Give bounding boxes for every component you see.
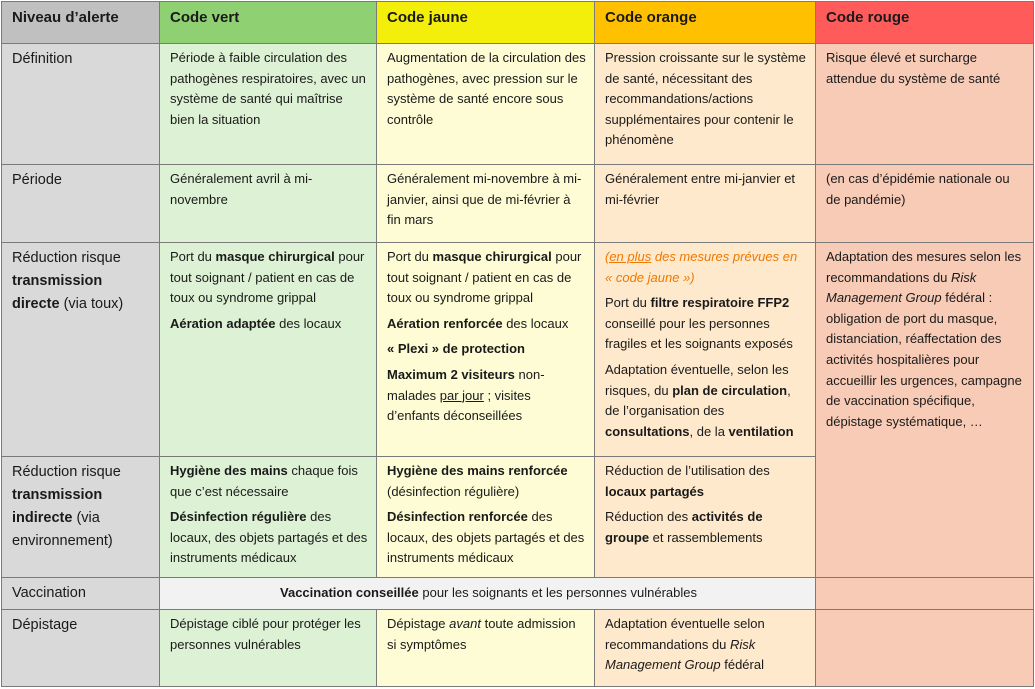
row-depistage [2,610,1034,687]
directe-jaune-aeration: Aération renforcée des locaux [387,315,569,331]
directe-orange-note: (en plus des mesures prévues en « code jaune ») [605,249,798,285]
directe-jaune-masque: Port du masque chirurgical pour tout soignant / patient en cas de toux ou syndrome grippal [387,249,582,306]
header-code-vert: Code vert [160,2,377,44]
row-label-vaccination: Vaccination [2,578,160,610]
vaccination-rouge [816,578,1034,610]
depistage-vert: Dépistage ciblé pour protéger les personnes vulnérables [160,610,377,687]
row-label-transmission-directe: Réduction risque transmission directe (via toux) [2,243,160,457]
row-label-periode: Période [2,165,160,243]
header-code-rouge: Code rouge [816,2,1034,44]
periode-rouge: (en cas d’épidémie nationale ou de pandémie) [816,165,1034,243]
row-label-depistage: Dépistage [2,610,160,687]
header-alert-level: Niveau d’alerte [2,2,160,44]
periode-orange: Généralement entre mi-janvier et mi-février [595,165,816,243]
indirecte-vert [160,457,377,578]
periode-vert: Généralement avril à mi-novembre [160,165,377,243]
directe-jaune [377,243,595,457]
indirecte-vert-hygiene: Hygiène des mains chaque fois que c’est nécessaire [170,463,358,499]
row-definition [2,44,1034,165]
depistage-rouge [816,610,1034,687]
header-row [2,2,1034,44]
row-label-definition: Définition [2,44,160,165]
row-label-transmission-indirecte: Réduction risque transmission indirecte (via environnement) [2,457,160,578]
directe-vert-masque: Port du masque chirurgical pour tout soignant / patient en cas de toux ou syndrome grippal [170,249,365,306]
definition-rouge: Risque élevé et surcharge attendue du système de santé [816,44,1034,165]
header-code-orange: Code orange [595,2,816,44]
indirecte-jaune-hygiene: Hygiène des mains renforcée (désinfection régulière) [387,463,568,499]
directe-vert [160,243,377,457]
directe-indirecte-rouge: Adaptation des mesures selon les recommandations du Risk Management Group fédéral : obligation de port du masque, distanciation, réaffectation des activités hospitalières pour accueillir les urgences, campagne de vaccination spécifique, dépistage systématique, … [816,243,1034,578]
definition-orange: Pression croissante sur le système de santé, nécessitant des recommandations/actions supplémentaires pour contenir le phénomène [595,44,816,165]
definition-vert: Période à faible circulation des pathogènes respiratoires, avec un système de santé qui maîtrise bien la situation [160,44,377,165]
directe-jaune-plexi: « Plexi » de protection [387,341,525,357]
indirecte-jaune [377,457,595,578]
indirecte-vert-desinfection: Désinfection régulière des locaux, des objets partagés et des instruments médicaux [170,509,368,566]
periode-jaune: Généralement mi-novembre à mi-janvier, ainsi que de mi-février à fin mars [377,165,595,243]
row-vaccination [2,578,1034,610]
indirecte-orange [595,457,816,578]
row-periode [2,165,1034,243]
definition-jaune: Augmentation de la circulation des pathogènes, avec pression sur le système de santé encore sous contrôle [377,44,595,165]
directe-vert-aeration: Aération adaptée des locaux [170,315,342,331]
directe-jaune-visiteurs: Maximum 2 visiteurs non-malades par jour ; visites d’enfants déconseillées [387,366,545,424]
directe-orange [595,243,816,457]
vaccination-vert-jaune-orange: Vaccination conseillée pour les soignants et les personnes vulnérables [160,578,816,610]
directe-orange-ffp2: Port du filtre respiratoire FFP2 conseillé pour les personnes fragiles et les soignants exposés [605,295,793,352]
indirecte-jaune-desinfection: Désinfection renforcée des locaux, des objets partagés et des instruments médicaux [387,509,585,566]
depistage-orange: Adaptation éventuelle selon recommandations du Risk Management Group fédéral [595,610,816,687]
directe-orange-adaptation: Adaptation éventuelle, selon les risques, du plan de circulation, de l’organisation des consultations, de la ventilation [605,361,794,439]
header-code-jaune: Code jaune [377,2,595,44]
indirecte-orange-locaux: Réduction de l’utilisation des locaux partagés [605,463,770,499]
depistage-jaune: Dépistage avant toute admission si symptômes [377,610,595,687]
row-transmission-directe [2,243,1034,457]
indirecte-orange-activites: Réduction des activités de groupe et rassemblements [605,509,763,545]
alert-levels-table [1,1,1034,687]
